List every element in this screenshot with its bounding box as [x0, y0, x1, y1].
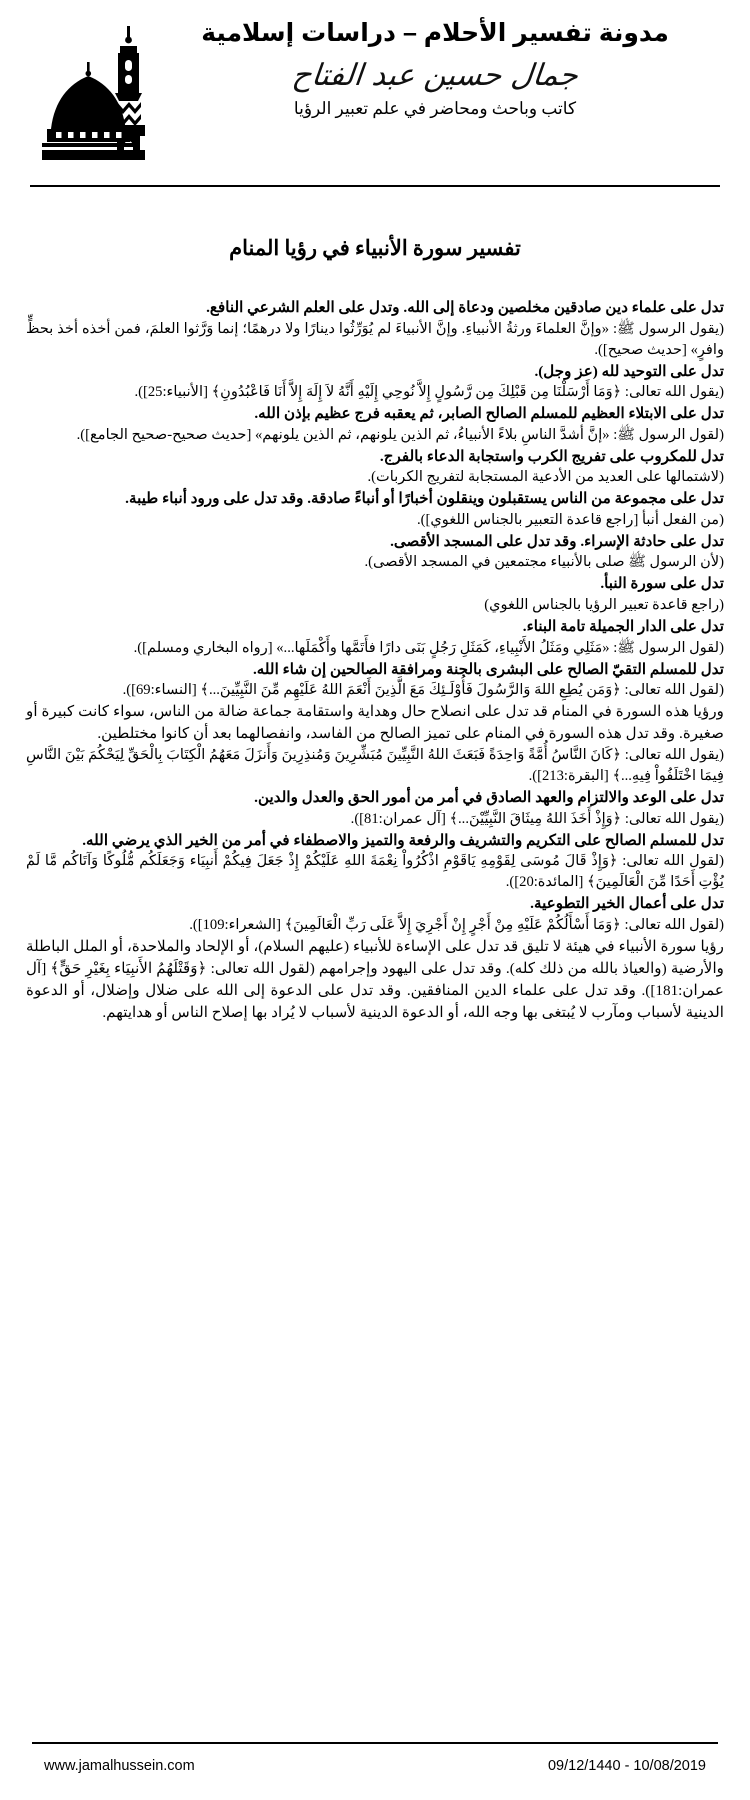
body-citation: (من الفعل أنبأ [راجع قاعدة التعبير بالجناس اللغوي]). — [416, 511, 724, 528]
body-citation: (لاشتمالها على العديد من الأدعية المستجابة لتفريج الكربات). — [367, 469, 724, 486]
body-citation: (لقول الله تعالى: ﴿وَمَن يُطِعِ اللهَ وَالرَّسُولَ فَأُوْلَـئِكَ مَعَ الَّذِينَ أَنْعَمَ اللهُ عَلَيْهِم مِّنَ النَّبِيِّينَ...﴾ [النساء:69]). — [122, 682, 724, 699]
blog-title: مدونة تفسير الأحلام – دراسات إسلامية — [201, 19, 669, 47]
body-statement: تدل على علماء دين صادقين مخلصين ودعاة إلى الله. وتدل على العلم الشرعي النافع. — [206, 299, 724, 316]
body-citation: (يقول الرسول ﷺ: «وإنَّ العلماءَ ورثةُ الأنبياءِ. وإنَّ الأنبياءَ لم يُوَرِّثُوا دينارًا ولا درهمًا؛ إنما وَرَّثوا العلمَ، فمن أخذه أخذ بحظٍّ وافرٍ» [حديث صحيح]). — [26, 320, 724, 358]
article-body — [0, 297, 750, 1024]
header-divider — [30, 185, 720, 187]
body-statement: تدل للمسلم الصالح على التكريم والتشريف والرفعة والتميز والاصطفاء في أمر من الخير الذي يرضي الله. — [82, 831, 724, 849]
body-citation: (لقول الرسول ﷺ: «مَثَلِي ومَثَلُ الأَنْبِياءِ، كَمَثَلِ رَجُلٍ بَنَى دارًا فأَتَمَّها وأَكْمَلَها...» [رواه البخاري ومسلم]). — [133, 639, 724, 656]
body-statement: تدل على التوحيد لله (عز وجل). — [534, 362, 724, 380]
page-footer — [0, 1742, 750, 1774]
footer-website[interactable]: www.jamalhussein.com — [44, 1758, 195, 1774]
body-citation: (يقول الله تعالى: ﴿كَانَ النَّاسُ أُمَّةً وَاحِدَةً فَبَعَثَ اللهُ النَّبِيِّينَ مُبَشِّرِينَ وَمُنذِرِينَ وَأَنزَلَ مَعَهُمُ الْكِتَابَ بِالْحَقِّ لِيَحْكُمَ بَيْنَ النَّاسِ فِيمَا اخْتَلَفُواْ فِيهِ...﴾ [البقرة:213]). — [26, 747, 724, 785]
body-citation: (لقول الله تعالى: ﴿وَإِذْ قَالَ مُوسَى لِقَوْمِهِ يَاقَوْمِ اذْكُرُواْ نِعْمَةَ اللهِ عَلَيْكُمْ إِذْ جَعَلَ فِيكُمْ أَنبِيَاء وَجَعَلَكُم مُّلُوكًا وَآتَاكُم مَّا لَمْ يُؤْتِ أَحَدًا مِّنَ الْعَالَمِينَ﴾ [المائدة:20]). — [26, 853, 724, 891]
body-citation: (لأن الرسول ﷺ صلى بالأنبياء مجتمعين في المسجد الأقصى). — [364, 554, 724, 571]
page-title: تفسير سورة الأنبياء في رؤيا المنام — [229, 236, 521, 260]
body-statement: تدل على سورة النبأ. — [600, 575, 724, 593]
author-signature: جمال حسين عبد الفتاح — [290, 58, 580, 94]
body-statement: تدل على حادثة الإسراء. وقد تدل على المسجد الأقصى. — [390, 532, 724, 550]
body-citation: (لقول الله تعالى: ﴿وَمَا أَسْأَلُكُمْ عَلَيْهِ مِنْ أَجْرٍ إِنْ أَجْرِيَ إِلاَّ عَلَى رَبِّ الْعَالَمِينَ﴾ [الشعراء:109]). — [189, 917, 724, 933]
body-citation: (يقول الله تعالى: ﴿وَإِذْ أَخَذَ اللهُ مِيثَاقَ النَّبِيِّيْنَ...﴾ [آل عمران:81]). — [350, 810, 724, 827]
body-citation: (لقول الرسول ﷺ: «إنَّ أشدَّ الناسِ بلاءً الأنبياءُ، ثم الذين يلونهم، ثم الذين يلونهم» [حديث صحيح-صحيح الجامع]). — [76, 426, 724, 443]
logo-wrap — [30, 14, 150, 170]
body-citation: (راجع قاعدة تعبير الرؤيا بالجناس اللغوي) — [484, 597, 724, 614]
body-citation: (يقول الله تعالى: ﴿وَمَا أَرْسَلْنَا مِن قَبْلِكَ مِن رَّسُولٍ إِلاَّ نُوحِي إِلَيْهِ أَنَّهُ لاَ إِلَهَ إِلاَّ أَنَا فَاعْبُدُونِ﴾ [الأنبياء:25]). — [134, 384, 724, 401]
body-paragraph: رؤيا سورة الأنبياء في هيئة لا تليق قد تدل على الإساءة للأنبياء (عليهم السلام)، أو الإلحاد والملاحدة، أو الملل الباطلة والأرضية (والعياذ بالله من ذلك كله). وقد تدل على اليهود وإجرامهم (لقول الله تعالى: ﴿وَقَتْلَهُمُ الأَنبِيَاء بِغَيْرِ حَقٍّ﴾ [آل عمران:181]). وقد تدل على علماء الدين المنافقين. وقد تدل على الدعوة إلى الله على ضلال وإضلال، أو الدعوة الدينية لأسباب ومآرب لا يُبتغى بها وجه الله، أو الدعوة الدينية لأسباب لا يُراد بها إصلاح الناس أو هدايتهم. — [26, 938, 724, 1022]
body-paragraph: ورؤيا هذه السورة في المنام قد تدل على انصلاح حال وهداية واستقامة جماعة ضالة من الناس، سواء كانت كبيرة أو صغيرة. وقد تدل هذه السورة في المنام على تميز الصالح من الفاسد، وانفصالهما بعد أن كانوا مختلطين. — [26, 703, 724, 743]
masthead — [0, 0, 750, 190]
brand-block — [150, 14, 720, 120]
body-statement: تدل للمكروب على تفريج الكرب واستجابة الدعاء بالفرج. — [379, 447, 724, 465]
footer-date: 09/12/1440 - 10/08/2019 — [547, 1758, 706, 1774]
body-statement: تدل على الوعد والالتزام والعهد الصادق في أمر من أمور الحق والعدل والدين. — [254, 789, 724, 807]
mosque-dome-minaret-icon — [34, 18, 146, 170]
author-subtitle: كاتب وباحث ومحاضر في علم تعبير الرؤيا — [293, 99, 577, 119]
body-statement: تدل على الابتلاء العظيم للمسلم الصالح الصابر، ثم يعقبه فرج عظيم بإذن الله. — [254, 405, 724, 423]
body-statement: تدل على الدار الجميلة تامة البناء. — [522, 618, 724, 636]
body-statement: تدل على مجموعة من الناس يستقبلون وينقلون أخبارًا أو أنباءً صادقة. وقد تدل على ورود أنباء طيبة. — [125, 490, 724, 508]
body-statement: تدل على أعمال الخير التطوعية. — [530, 895, 724, 913]
body-statement: تدل للمسلم التقيّ الصالح على البشرى بالجنة ومرافقة الصالحين إن شاء الله. — [252, 660, 724, 678]
